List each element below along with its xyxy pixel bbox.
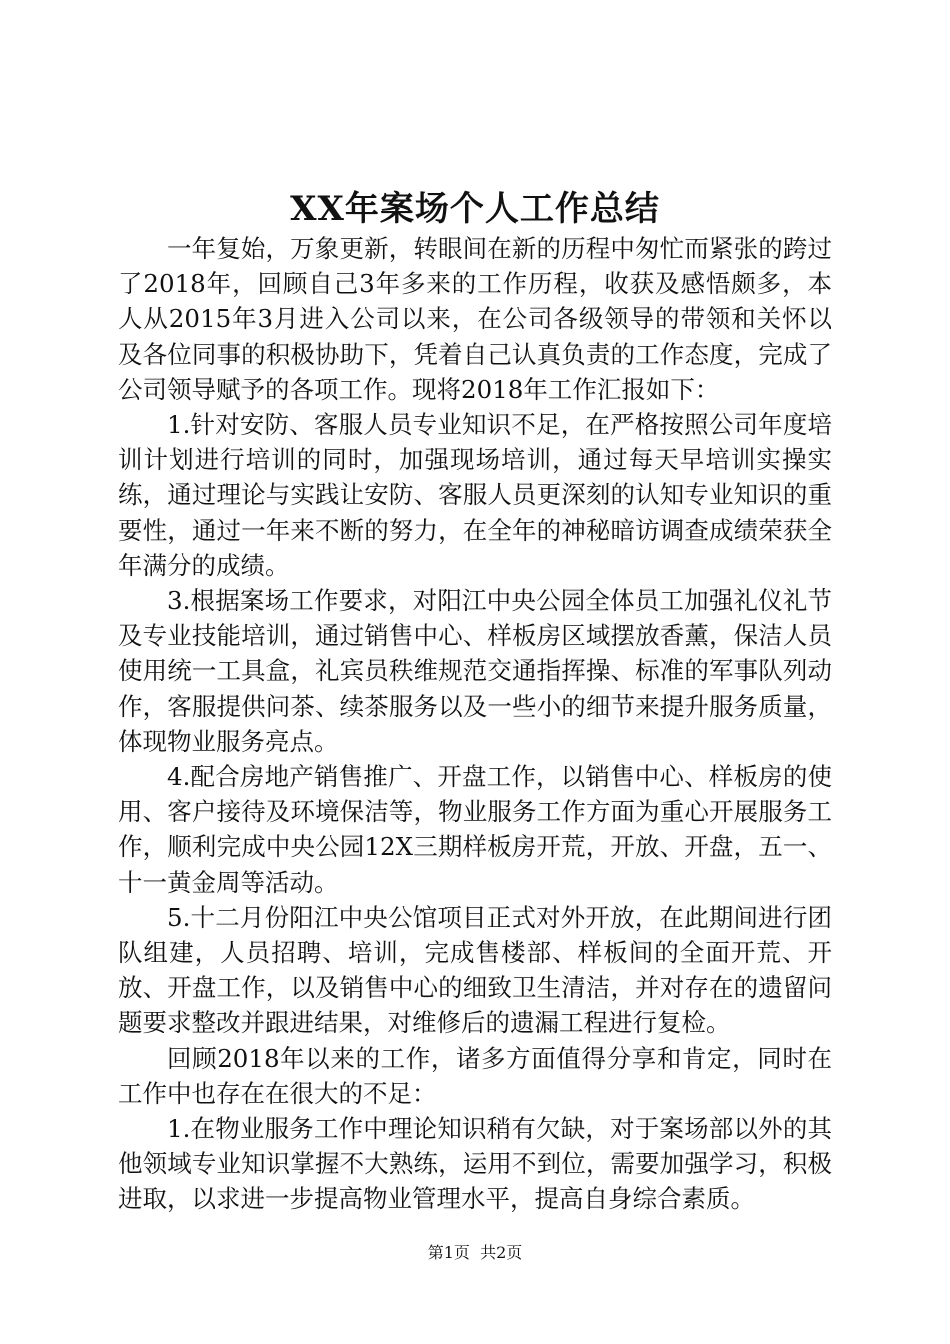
paragraph-item-3: 3.根据案场工作要求，对阳江中央公园全体员工加强礼仪礼节及专业技能培训，通过销售中心、样板房区域摆放香薰，保洁人员使用统一工具盒，礼宾员秩维规范交通指挥操、标准的军事队列动作，客服提供问茶、续茶服务以及一些小的细节来提升服务质量，体现物业服务亮点。	[118, 586, 832, 756]
page-footer	[0, 1242, 950, 1264]
paragraph-shortcoming-1: 1.在物业服务工作中理论知识稍有欠缺，对于案场部以外的其他领域专业知识掌握不大熟练，运用不到位，需要加强学习，积极进取，以求进一步提高物业管理水平，提高自身综合素质。	[118, 1114, 832, 1214]
footer-spacer	[470, 1243, 480, 1262]
paragraph-item-1: 1.针对安防、客服人员专业知识不足，在严格按照公司年度培训计划进行培训的同时，加强现场培训，通过每天早培训实操实练，通过理论与实践让安防、客服人员更深刻的认知专业知识的重要性，通过一年来不断的努力，在全年的神秘暗访调查成绩荣获全年满分的成绩。	[118, 410, 832, 580]
paragraph-item-5: 5.十二月份阳江中央公馆项目正式对外开放，在此期间进行团队组建，人员招聘、培训，完成售楼部、样板间的全面开荒、开放、开盘工作，以及销售中心的细致卫生清洁，并对存在的遗留问题要求整改并跟进结果，对维修后的遗漏工程进行复检。	[118, 902, 832, 1038]
paragraph-item-4: 4.配合房地产销售推广、开盘工作，以销售中心、样板房的使用、客户接待及环境保洁等，物业服务工作方面为重心开展服务工作，顺利完成中央公园12X三期样板房开荒，开放、开盘，五一、十一黄金周等活动。	[118, 762, 832, 897]
document-body	[118, 231, 832, 1217]
page-number: 第1页	[427, 1243, 470, 1262]
page-total: 共2页	[480, 1243, 523, 1262]
document-title: XX年案场个人工作总结	[290, 189, 660, 229]
paragraph-intro: 一年复始，万象更新，转眼间在新的历程中匆忙而紧张的跨过了2018年，回顾自己3年多来的工作历程，收获及感悟颇多，本人从2015年3月进入公司以来，在公司各级领导的带领和关怀以及各位同事的积极协助下，凭着自己认真负责的工作态度，完成了公司领导赋予的各项工作。现将2018年工作汇报如下：	[118, 234, 832, 404]
paragraph-review: 回顾2018年以来的工作，诸多方面值得分享和肯定，同时在工作中也存在在很大的不足：	[118, 1043, 832, 1108]
